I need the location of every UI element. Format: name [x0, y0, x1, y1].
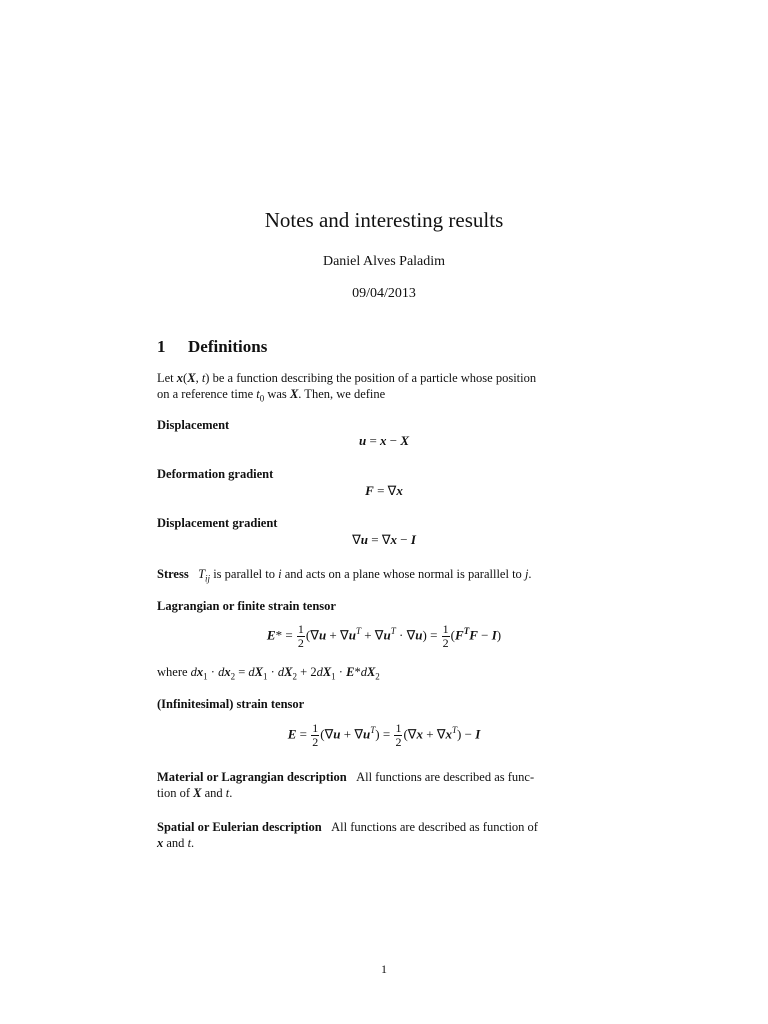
- intro-paragraph: Let x(X, t) be a function describing the position of a particle whose position on a reference time $t_0$ was X. Then, we define: [157, 371, 537, 404]
- section-number: 1: [157, 337, 166, 356]
- paper-date: 09/04/2013: [352, 286, 416, 301]
- paper-title: Notes and interesting results: [264, 208, 504, 232]
- where-label: where: [157, 665, 191, 679]
- lagrangian-strain-equation: E* = $\frac{1}{2}$ $(\nabla u + \nabla u^T + \nabla u^T \cdot \nabla u)$ = $\frac{1}{2}$ $(F^TF - I)$: [266, 622, 502, 650]
- intro-text: be a function describing the position of a particle whose position: [209, 371, 537, 385]
- spatial-description-text: .: [191, 836, 195, 850]
- spatial-description-paragraph: Spatial or Eulerian description All functions are described as function of x and t.: [157, 820, 538, 850]
- intro-text: was: [264, 387, 290, 401]
- stress-paragraph: Stress $T_{ij}$ is parallel to i and acts on a plane whose normal is paralllel to j.: [157, 567, 532, 584]
- displacement-heading: Displacement: [157, 418, 230, 432]
- intro-text: on a reference time: [157, 387, 257, 401]
- material-description-text: and: [201, 786, 226, 800]
- lagrangian-strain-heading: Lagrangian or finite strain tensor: [157, 599, 336, 613]
- deformation-gradient-equation: F = ∇x: [365, 483, 403, 498]
- material-description-paragraph: Material or Lagrangian description All functions are described as func- tion of X and t.: [157, 770, 535, 800]
- material-description-text: .: [229, 786, 233, 800]
- infinitesimal-strain-heading: (Infinitesimal) strain tensor: [157, 697, 305, 711]
- displacement-gradient-heading: Displacement gradient: [157, 516, 278, 530]
- material-description-text: All functions are described as func-: [356, 770, 535, 784]
- page-number: 1: [381, 962, 387, 976]
- displacement-equation: u = x − X: [358, 433, 410, 448]
- lagrangian-where-line: where $dx_1 \cdot dx_2 = dX_1 \cdot dX_2 + 2dX_1 \cdot E*dX_2$: [157, 665, 380, 682]
- stress-text: .: [528, 567, 532, 581]
- spatial-description-text: All functions are described as function of: [331, 820, 538, 834]
- spatial-description-text: and: [163, 836, 188, 850]
- intro-text: . Then, we define: [298, 387, 386, 401]
- spatial-description-heading: Spatial or Eulerian description: [157, 820, 322, 834]
- stress-text: is parallel to: [210, 567, 279, 581]
- deformation-gradient-heading: Deformation gradient: [157, 467, 274, 481]
- intro-text: Let: [157, 371, 177, 385]
- stress-heading: Stress: [157, 567, 189, 581]
- stress-text: and acts on a plane whose normal is paralllel to: [281, 567, 525, 581]
- paper-author: Daniel Alves Paladim: [322, 254, 446, 269]
- section-title: Definitions: [188, 337, 268, 356]
- displacement-gradient-equation: ∇u = ∇x − I: [352, 532, 416, 547]
- material-description-text: tion of: [157, 786, 194, 800]
- material-description-heading: Material or Lagrangian description: [157, 770, 347, 784]
- section-heading: [157, 337, 267, 357]
- infinitesimal-strain-equation: E = $\frac{1}{2}$ $(\nabla u + \nabla u^T)$ = $\frac{1}{2}$ $(\nabla x + \nabla x^T) - I$: [287, 721, 481, 749]
